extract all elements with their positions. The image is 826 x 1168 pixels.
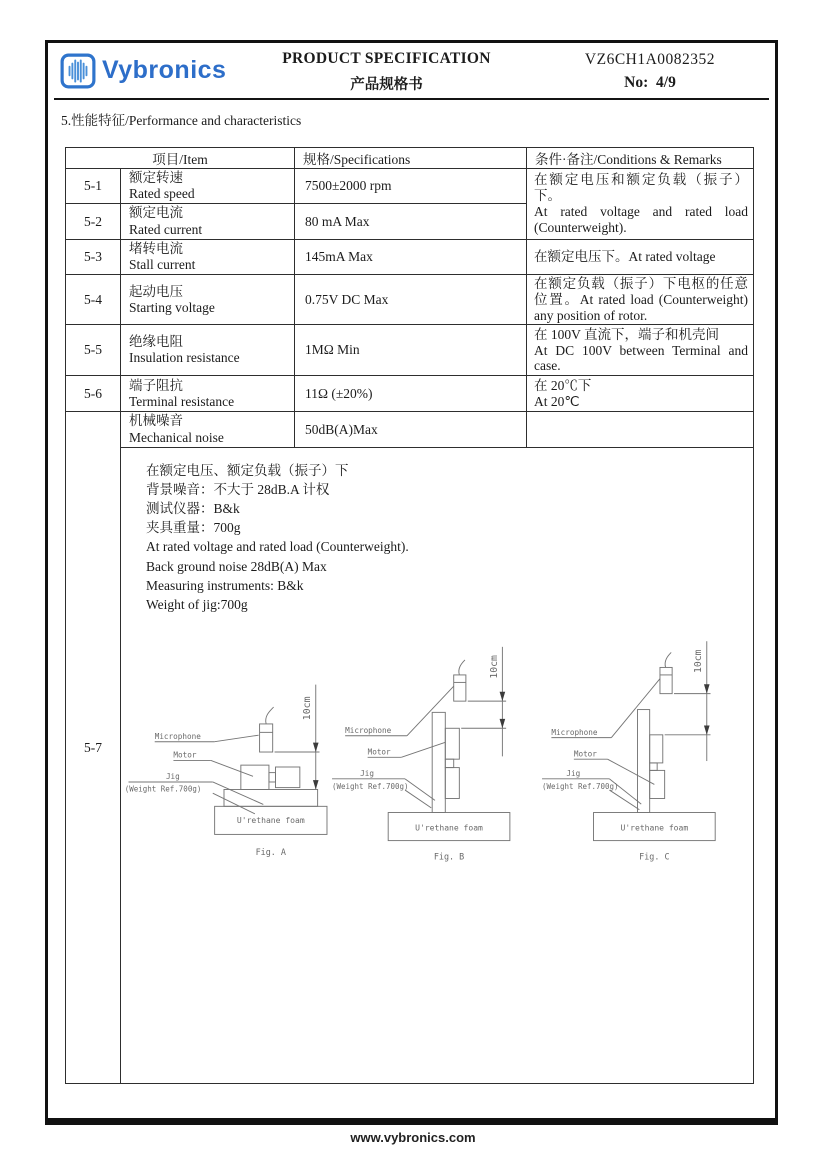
item-id-cell: 5-5: [66, 325, 121, 376]
item-name-cell: [121, 169, 295, 204]
measurement-notes: [121, 448, 753, 614]
spec-cell: 7500±2000 rpm: [295, 169, 527, 204]
figure-b-diagram: [332, 630, 543, 864]
motor-shape: [650, 735, 663, 763]
header-cond: 条件·备注/Conditions & Remarks: [527, 148, 754, 169]
item-name-en: Stall current: [129, 256, 196, 272]
foam-label: U'rethane foam: [236, 816, 305, 826]
note-line: 测试仪器：B&k: [146, 501, 240, 517]
jig-label: Jig: [359, 769, 374, 779]
motor-label: Motor: [173, 750, 197, 760]
jig-shape: [638, 710, 650, 813]
figure-b-shapes: [332, 647, 510, 841]
page-number: [525, 74, 775, 92]
table-row: [66, 325, 754, 376]
item-name-cell: [121, 325, 295, 376]
note-line: 背景噪音：不大于 28dB.A 计权: [146, 482, 330, 497]
jig-label: Jig: [165, 772, 180, 782]
spec-table: [65, 147, 754, 1084]
cond-cell: [527, 169, 754, 240]
motor-shape: [241, 765, 269, 789]
item-name-zh: 额定电流: [129, 205, 183, 221]
weight-label: (Weight Ref.700g): [124, 784, 202, 794]
item-name-cell: [121, 239, 295, 274]
cond-cell-empty: [527, 412, 754, 447]
item-name-zh: 端子阻抗: [129, 377, 183, 393]
item-name-cell: [121, 204, 295, 239]
doc-title-en: PRODUCT SPECIFICATION: [282, 49, 491, 67]
item-name-en: Insulation resistance: [129, 350, 240, 366]
table-row: [66, 376, 754, 412]
item-id-cell: 5-4: [66, 275, 121, 325]
microphone-label: Microphone: [344, 726, 391, 736]
page-number-value: 4/9: [656, 74, 676, 91]
item-name-zh: 起动电压: [129, 283, 183, 299]
spec-cell: 0.75V DC Max: [295, 275, 527, 325]
spec-cell: 145mA Max: [295, 239, 527, 274]
cond-cell: [527, 376, 754, 412]
item-name-cell: [121, 376, 295, 412]
table-row: [66, 239, 754, 274]
spec-cell: 1MΩ Min: [295, 325, 527, 376]
table-row-measurement: [66, 447, 754, 1083]
item-id-cell: 5-2: [66, 204, 121, 239]
spec-cell: 50dB(A)Max: [295, 412, 527, 447]
document-header: [48, 43, 775, 98]
page-number-label: No:: [624, 74, 649, 91]
note-line: At rated voltage and rated load (Counterweight).: [146, 539, 409, 555]
waveform-icon: [70, 60, 87, 81]
table-row: [66, 275, 754, 325]
doc-number: VZ6CH1A0082352: [584, 51, 716, 68]
item-id-cell: 5-1: [66, 169, 121, 204]
measurement-cell: [121, 447, 754, 1083]
cond-cell: [527, 325, 754, 376]
item-name-cell: [121, 275, 295, 325]
header-divider: [54, 98, 769, 100]
microphone-shape: [660, 668, 672, 694]
note-line: Back ground noise 28dB(A) Max: [146, 558, 327, 574]
brand-logo: [48, 53, 248, 89]
note-line: 在额定电压、额定负载（振子）下: [146, 462, 349, 478]
motor-label: Motor: [367, 747, 391, 757]
figure-c-caption: Fig. C: [639, 851, 670, 862]
item-name-en: Rated speed: [129, 186, 195, 202]
figure-b-caption: Fig. B: [433, 851, 464, 862]
foam-label: U'rethane foam: [414, 823, 483, 833]
microphone-shape: [453, 675, 465, 701]
doc-number-block: [525, 49, 775, 92]
note-line: 夹具重量：700g: [146, 520, 241, 536]
microphone-label: Microphone: [551, 727, 598, 737]
brand-name: Vybronics: [102, 56, 227, 84]
figure-a-shapes: [128, 685, 326, 835]
brand-logo-icon: [60, 53, 96, 89]
dimension-label: 10cm: [488, 655, 500, 679]
cond-cell: 在额定负载（振子）下电枢的任意位置。At rated load (Counterweight) any position of rotor.: [527, 275, 754, 325]
cond-en: At 20℃: [534, 393, 580, 409]
title-block: [248, 48, 525, 94]
spec-cell: 80 mA Max: [295, 204, 527, 239]
weight-label: (Weight Ref.700g): [331, 782, 409, 792]
spec-cell: 11Ω (±20%): [295, 376, 527, 412]
item-name-en: Starting voltage: [129, 299, 215, 315]
item-name-zh: 绝缘电阻: [129, 334, 183, 350]
cond-en: At rated voltage and rated load (Counterweight).: [534, 203, 748, 235]
item-name-en: Mechanical noise: [129, 429, 224, 445]
foam-label: U'rethane foam: [620, 823, 689, 833]
figure-c-shapes: [542, 641, 715, 840]
cond-zh: 在 20℃下: [534, 378, 592, 394]
figure-c-diagram: [542, 630, 753, 864]
item-name-cell: [121, 412, 295, 447]
header-item: 项目/Item: [66, 148, 295, 169]
figure-a-diagram: [121, 630, 332, 860]
item-id-cell: 5-3: [66, 239, 121, 274]
microphone-shape: [260, 724, 273, 752]
item-name-zh: 堵转电流: [129, 240, 183, 256]
header-spec: 规格/Specifications: [295, 148, 527, 169]
cond-en: At DC 100V between Terminal and case.: [534, 342, 748, 374]
jig-shape: [432, 712, 445, 812]
dimension-label: 10cm: [302, 696, 314, 721]
figure-row: [121, 630, 753, 864]
cond-cell: 在额定电压下。At rated voltage: [527, 239, 754, 274]
section-title: 5.性能特征/Performance and characteristics: [61, 113, 302, 128]
note-line: Measuring instruments: B&k: [146, 577, 304, 593]
table-row: [66, 169, 754, 204]
microphone-label: Microphone: [154, 732, 201, 742]
dimension-label: 10cm: [693, 649, 705, 674]
note-line: Weight of jig:700g: [146, 596, 248, 612]
item-id-cell: 5-6: [66, 376, 121, 412]
jig-label: Jig: [566, 769, 581, 779]
item-name-zh: 额定转速: [129, 170, 183, 185]
footer-url: www.vybronics.com: [350, 1130, 476, 1145]
cond-zh: 在额定电压和额定负载（振子）下。: [534, 172, 748, 204]
table-row: [66, 412, 754, 447]
page-frame: [45, 40, 778, 1125]
motor-shape: [445, 728, 459, 759]
motor-label: Motor: [574, 749, 598, 759]
jig-shape: [224, 790, 318, 807]
item-id-cell: 5-7: [66, 412, 121, 1083]
figure-a-caption: Fig. A: [255, 847, 286, 858]
table-header-row: [66, 148, 754, 169]
weight-label: (Weight Ref.700g): [542, 782, 619, 792]
cond-zh: 在 100V 直流下，端子和机壳间: [534, 326, 720, 342]
item-name-en: Rated current: [129, 221, 203, 237]
item-name-zh: 机械噪音: [129, 413, 183, 429]
doc-title-zh: 产品规格书: [350, 76, 423, 93]
item-name-en: Terminal resistance: [129, 393, 235, 409]
